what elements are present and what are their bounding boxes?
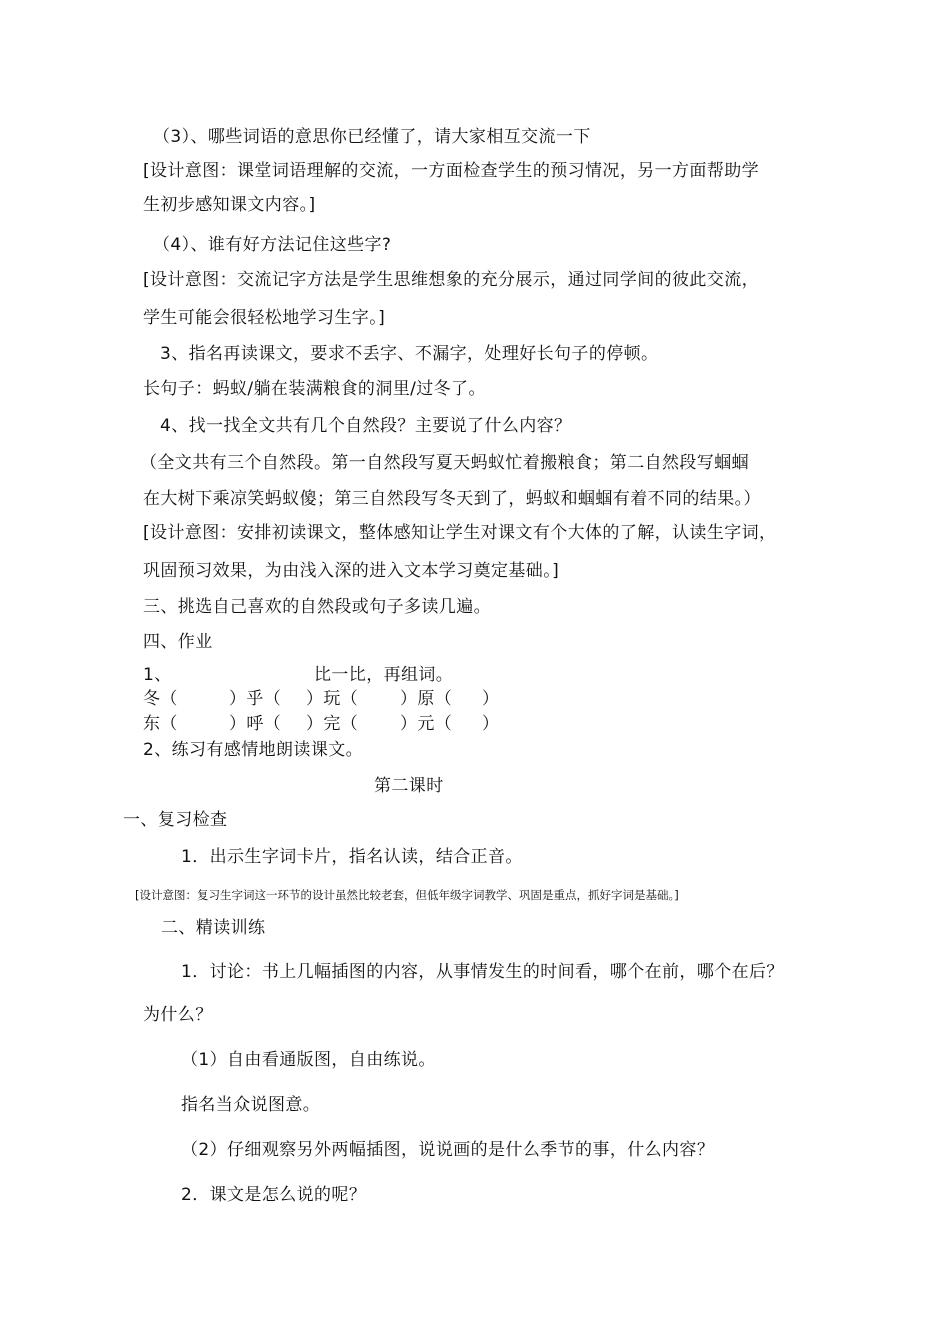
exercise-cell: ）乎（ (229, 689, 282, 709)
section-heading: 二、精读训练 (161, 918, 266, 938)
text-line: （全文共有三个自然段。第一自然段写夏天蚂蚁忙着搬粮食；第二自然段写蝈蝈 (140, 453, 749, 473)
text-line: 2．课文是怎么说的呢？ (181, 1185, 367, 1205)
text-line: （4）、谁有好方法记住这些字? (153, 235, 392, 255)
section-heading: 三、挑选自己喜欢的自然段或句子多读几遍。 (143, 597, 491, 617)
text-line: 指名当众说图意。 (181, 1095, 321, 1115)
text-line: （2）仔细观察另外两幅插图，说说画的是什么季节的事，什么内容？ (181, 1140, 715, 1160)
text-line: 1．出示生字词卡片，指名认读，结合正音。 (181, 847, 523, 867)
exercise-title: 比一比，再组词。 (314, 665, 454, 685)
text-line: 学生可能会很轻松地学习生字。] (143, 308, 386, 328)
text-line: （3）、哪些词语的意思你已经懂了，请大家相互交流一下 (153, 127, 591, 147)
text-line: 3、指名再读课文，要求不丢字、不漏字，处理好长句子的停顿。 (160, 344, 659, 364)
text-line: 在大树下乘凉笑蚂蚁傻；第三自然段写冬天到了，蚂蚁和蝈蝈有着不同的结果。） (143, 489, 761, 509)
exercise-cell: ）玩（ (306, 689, 359, 709)
exercise-cell: ）原（ (400, 689, 453, 709)
design-intent: [设计意图：课堂词语理解的交流，一方面检查学生的预习情况，另一方面帮助学 (143, 161, 760, 181)
section-heading: 一、复习检查 (123, 810, 228, 830)
exercise-cell: ）呼（ (229, 714, 282, 734)
text-line: 4、找一找全文共有几个自然段？主要说了什么内容？ (160, 416, 572, 436)
text-line: 2、练习有感情地朗读课文。 (143, 740, 364, 760)
exercise-cell: ）完（ (306, 714, 359, 734)
text-line: 生初步感知课文内容。] (143, 195, 316, 215)
exercise-cell: ）元（ (400, 714, 453, 734)
exercise-cell: ） (482, 714, 500, 734)
design-intent: [设计意图：交流记字方法是学生思维想象的充分展示，通过同学间的彼此交流， (143, 270, 760, 290)
design-intent: [设计意图：安排初读课文，整体感知让学生对课文有个大体的了解，认读生字词， (143, 523, 777, 543)
lesson-title: 第二课时 (374, 776, 444, 796)
text-line: 长句子：蚂蚁/躺在装满粮食的洞里/过冬了。 (143, 379, 486, 399)
section-heading: 四、作业 (143, 632, 213, 652)
exercise-number: 1、 (143, 665, 172, 685)
exercise-row (0, 713, 950, 735)
exercise-row (0, 688, 950, 710)
exercise-cell: 冬（ (143, 689, 178, 709)
text-line: 为什么？ (143, 1005, 213, 1025)
text-line: 巩固预习效果，为由浅入深的进入文本学习奠定基础。] (143, 561, 560, 581)
exercise-cell: ） (482, 689, 500, 709)
text-line: （1）自由看通版图，自由练说。 (181, 1050, 436, 1070)
exercise-cell: 东（ (143, 714, 178, 734)
design-intent: [设计意图：复习生字词这一环节的设计虽然比较老套，但低年级字词教学、巩固是重点，抓好字词是基础。] (135, 888, 679, 902)
text-line: 1．讨论：书上几幅插图的内容，从事情发生的时间看，哪个在前，哪个在后？ (181, 962, 784, 982)
